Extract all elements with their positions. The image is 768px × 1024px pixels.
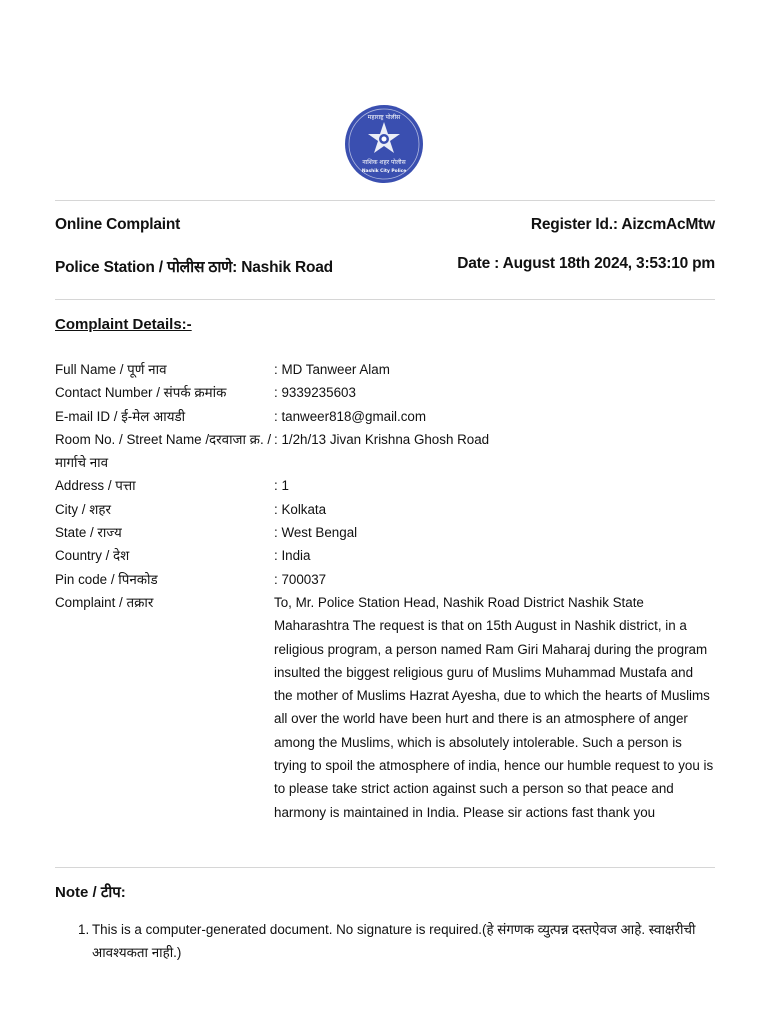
header-row-1: [55, 216, 715, 234]
detail-value: : West Bengal: [274, 525, 358, 541]
detail-row-city: [55, 498, 715, 521]
detail-value: : 700037: [274, 571, 327, 587]
detail-label: State / राज्य: [55, 525, 122, 541]
detail-row-state: [55, 521, 715, 544]
detail-row-pincode: [55, 568, 715, 591]
note-number: 1.: [78, 922, 90, 937]
section-title: Complaint Details:-: [55, 316, 192, 333]
logo-bottom-text: नाशिक शहर पोलीस: [362, 159, 406, 166]
detail-value: : 1: [274, 478, 289, 494]
detail-value: : tanweer818@gmail.com: [274, 408, 427, 424]
detail-label: Contact Number / संपर्क क्रमांक: [55, 385, 227, 401]
detail-value: : 1/2h/13 Jivan Krishna Ghosh Road: [274, 431, 490, 447]
detail-value: : Kolkata: [274, 501, 327, 517]
note-item: [78, 918, 718, 965]
header-row-2: [55, 255, 715, 277]
detail-label: Room No. / Street Name /दरवाजा क्र. / मार्गाचे नाव: [55, 431, 272, 471]
logo-top-text: महाराष्ट्र पोलीस: [367, 114, 401, 121]
detail-row-email: [55, 405, 715, 428]
detail-row-complaint: [55, 591, 715, 824]
detail-value: : 9339235603: [274, 385, 356, 401]
note-text: This is a computer-generated document. No signature is required.(हे संगणक व्युत्पन्न दस्तऐवज आहे. स्वाक्षरीची आवश्यकता नाही.): [92, 922, 696, 961]
complaint-text: To, Mr. Police Station Head, Nashik Road District Nashik State Maharashtra The request is that on 15th August in Nashik district, in a religious program, a person named Ram Giri Maharaj during the program insulted the biggest religious guru of Muslims Muhammad Mustafa and the mother of Muslims Hazrat Ayesha, due to which the hearts of Muslims all over the world have been hurt and there is an atmosphere of anger among the Muslims, which is absolutely intolerable. Such a person is trying to spoil the atmosphere of india, hence our humble request to you is to please take strict action against such a person so that peace and harmony is maintained in India. Please sir actions fast thank you: [274, 594, 714, 820]
detail-row-country: [55, 544, 715, 567]
note-list: [78, 918, 718, 965]
detail-label: Complaint / तक्रार: [55, 594, 154, 610]
detail-row-full-name: [55, 358, 715, 381]
detail-label: Address / पत्ता: [55, 478, 136, 494]
detail-value: : MD Tanweer Alam: [274, 362, 390, 377]
divider-bottom: [55, 867, 715, 868]
register-id: Register Id.: AizcmAcMtw: [530, 216, 715, 233]
detail-value: : India: [274, 548, 311, 564]
page-title: Online Complaint: [55, 216, 181, 233]
detail-label: City / शहर: [55, 501, 111, 517]
detail-label: Full Name / पूर्ण नाव: [55, 362, 167, 377]
divider-top: [55, 200, 715, 201]
complaint-date: Date : August 18th 2024, 3:53:10 pm: [457, 255, 715, 272]
logo-caption: Nashik City Police: [361, 169, 407, 174]
detail-row-contact: [55, 381, 715, 404]
detail-label: Country / देश: [55, 548, 130, 564]
nashik-city-police-logo: [344, 104, 424, 184]
detail-row-street: [55, 428, 715, 475]
complaint-details: [55, 358, 715, 824]
police-station: Police Station / पोलीस ठाणे: Nashik Road: [55, 259, 333, 276]
police-emblem-icon: [344, 104, 424, 184]
detail-label: E-mail ID / ई-मेल आयडी: [55, 408, 186, 424]
divider-middle: [55, 299, 715, 300]
note-title: Note / टीप:: [55, 884, 126, 901]
detail-row-address: [55, 474, 715, 497]
detail-label: Pin code / पिनकोड: [55, 571, 158, 587]
